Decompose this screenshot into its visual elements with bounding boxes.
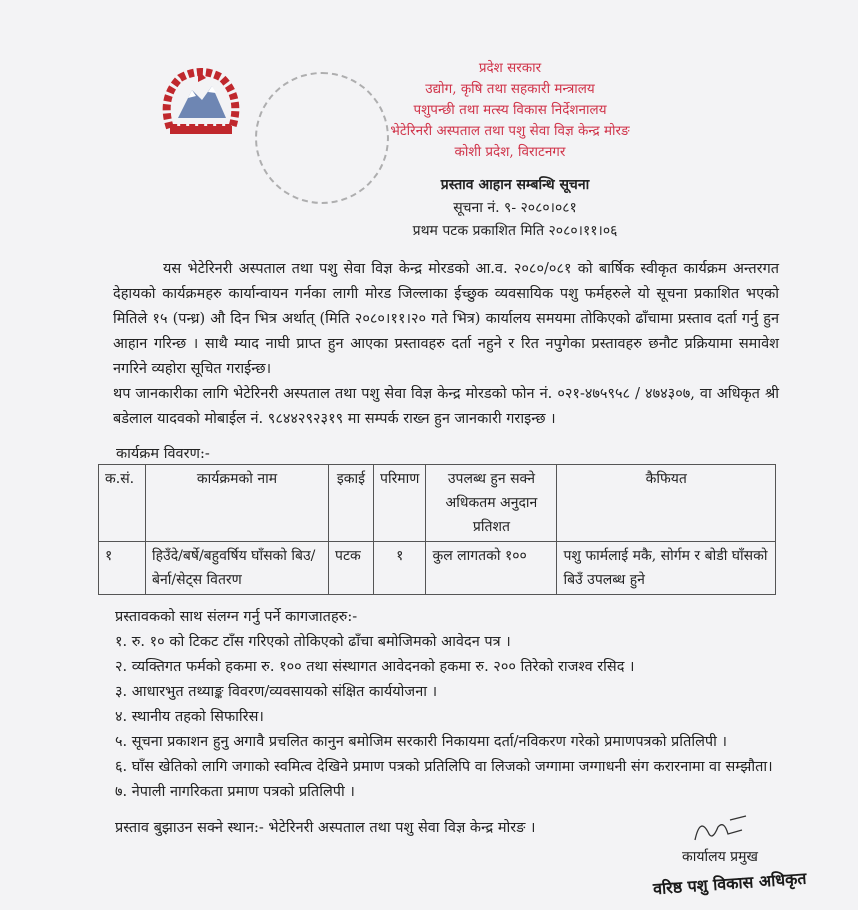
program-label: कार्यक्रम विवरण:- bbox=[116, 446, 210, 462]
header-line: उद्योग, कृषि तथा सहकारी मन्त्रालय bbox=[425, 81, 595, 97]
notice-number: सूचना नं. ९- २०८०।०८१ bbox=[453, 200, 577, 216]
submission-place: प्रस्ताव बुझाउन सक्ने स्थान:- भेटेरिनरी अस्पताल तथा पशु सेवा विज्ञ केन्द्र मोरङ । bbox=[115, 820, 536, 836]
list-item: २. व्यक्तिगत फर्मको हकमा रु. १०० तथा संस्थागत आवेदनको हकमा रु. २०० तिरेको राजश्व रसिद । bbox=[115, 659, 635, 675]
designation-stamp: वरिष्ठ पशु विकास अधिकृत bbox=[652, 868, 808, 899]
col-remarks: कैफियत bbox=[557, 465, 776, 542]
col-quantity: परिमाण bbox=[374, 465, 426, 542]
cell-unit: पटक bbox=[329, 542, 374, 595]
notice-title: प्रस्ताव आहान सम्बन्धि सूचना bbox=[440, 177, 590, 193]
header-line: पशुपन्छी तथा मत्स्य विकास निर्देशनालय bbox=[413, 102, 607, 118]
cell-remarks: पशु फार्मलाई मकै, सोर्गम र बोडी घाँसको बिउँ उपलब्ध हुने bbox=[557, 542, 776, 595]
cell-grant-percent: कुल लागतको १०० bbox=[426, 542, 557, 595]
table-header-row bbox=[99, 465, 776, 542]
list-item: ३. आधारभुत तथ्याङ्क विवरण/व्यवसायको संक्षित कार्ययोजना । bbox=[115, 684, 438, 700]
header-line: कोशी प्रदेश, विराटनगर bbox=[454, 144, 566, 160]
col-grant-percent: उपलब्ध हुन सक्ने अधिकतम अनुदान प्रतिशत bbox=[426, 465, 557, 542]
cell-quantity: १ bbox=[374, 542, 426, 595]
table-row bbox=[99, 542, 776, 595]
body-paragraph-2: थप जानकारीका लागि भेटेरिनरी अस्पताल तथा पशु सेवा विज्ञ केन्द्र मोरडको फोन नं. ०२१-४७५९५८ / ४७४३०७, वा अधिकृत श्री बडेलाल यादवको मोबाईल नं. ९८४४२९२३१९ मा सम्पर्क राख्न हुन जानकारी गराइन्छ । bbox=[113, 386, 779, 427]
header-line: प्रदेश सरकार bbox=[478, 60, 542, 76]
col-sn: क.सं. bbox=[99, 465, 146, 542]
header-line: भेटेरिनरी अस्पताल तथा पशु सेवा विज्ञ केन्द्र मोरङ bbox=[390, 123, 630, 139]
cell-sn: १ bbox=[99, 542, 146, 595]
body-paragraph-1: यस भेटेरिनरी अस्पताल तथा पशु सेवा विज्ञ केन्द्र मोरडको आ.व. २०८०/०८१ को बार्षिक स्वीकृत कार्यक्रम अन्तरगत देहायको कार्यक्रमहरु कार्यान्वायन गर्नका लागी मोरड जिल्लाका ईच्छुक व्यवसायिक पशु फर्महरुले यो सूचना प्रकाशित भएको मितिले १५ (पन्ध्र) औ दिन भित्र अर्थात् (मिति २०८०।११।२० गते भित्र) कार्यालय समयमा तोकिएको ढाँचामा प्रस्ताव दर्ता गर्नु हुन आहान गरिन्छ । साथै म्याद नाघी प्राप्त हुन आएका प्रस्तावहरु दर्ता नहुने र रित नपुगेका प्रस्तावहरु छनौट प्रक्रियामा समावेश नगरिने व्यहोरा सूचित गराईन्छ। bbox=[113, 261, 779, 377]
cell-program-name: हिउँदे/बर्षे/बहुवर्षिय घाँसको बिउ/बेर्ना/सेट्स वितरण bbox=[146, 542, 329, 595]
letterhead bbox=[380, 58, 640, 163]
notice-published-date: प्रथम पटक प्रकाशित मिति २०८०।११।०६ bbox=[412, 223, 618, 239]
list-item: ६. घाँस खेतिको लागि जगाको स्वमित्व देखिने प्रमाण पत्रको प्रतिलिपि वा लिजको जग्गामा जग्गाधनी संग करारनामा वा सम्झौता। bbox=[115, 759, 773, 775]
required-documents bbox=[115, 605, 779, 805]
list-item: ७. नेपाली नागरिकता प्रमाण पत्रको प्रतिलिपी । bbox=[115, 784, 355, 800]
col-program-name: कार्यक्रमको नाम bbox=[146, 465, 329, 542]
list-item: ५. सूचना प्रकाशन हुनु अगावै प्रचलित कानुन बमोजिम सरकारी निकायमा दर्ता/नविकरण गरेको प्रमाणपत्रको प्रतिलिपी । bbox=[115, 734, 728, 750]
list-item: ४. स्थानीय तहको सिफारिस। bbox=[115, 709, 264, 725]
notice-content bbox=[105, 257, 779, 839]
program-table bbox=[98, 464, 776, 595]
list-item: १. रु. १० को टिकट टाँस गरिएको तोकिएको ढाँचा बमोजिमको आवेदन पत्र । bbox=[115, 634, 511, 650]
signature-icon bbox=[690, 812, 750, 846]
nepal-emblem-icon bbox=[160, 68, 242, 140]
col-unit: इकाई bbox=[329, 465, 374, 542]
notice-heading bbox=[330, 174, 700, 243]
office-head-title: कार्यालय प्रमुख bbox=[682, 849, 758, 865]
documents-label: प्रस्तावकको साथ संलग्न गर्नु पर्ने कागजातहरु:- bbox=[115, 609, 358, 625]
